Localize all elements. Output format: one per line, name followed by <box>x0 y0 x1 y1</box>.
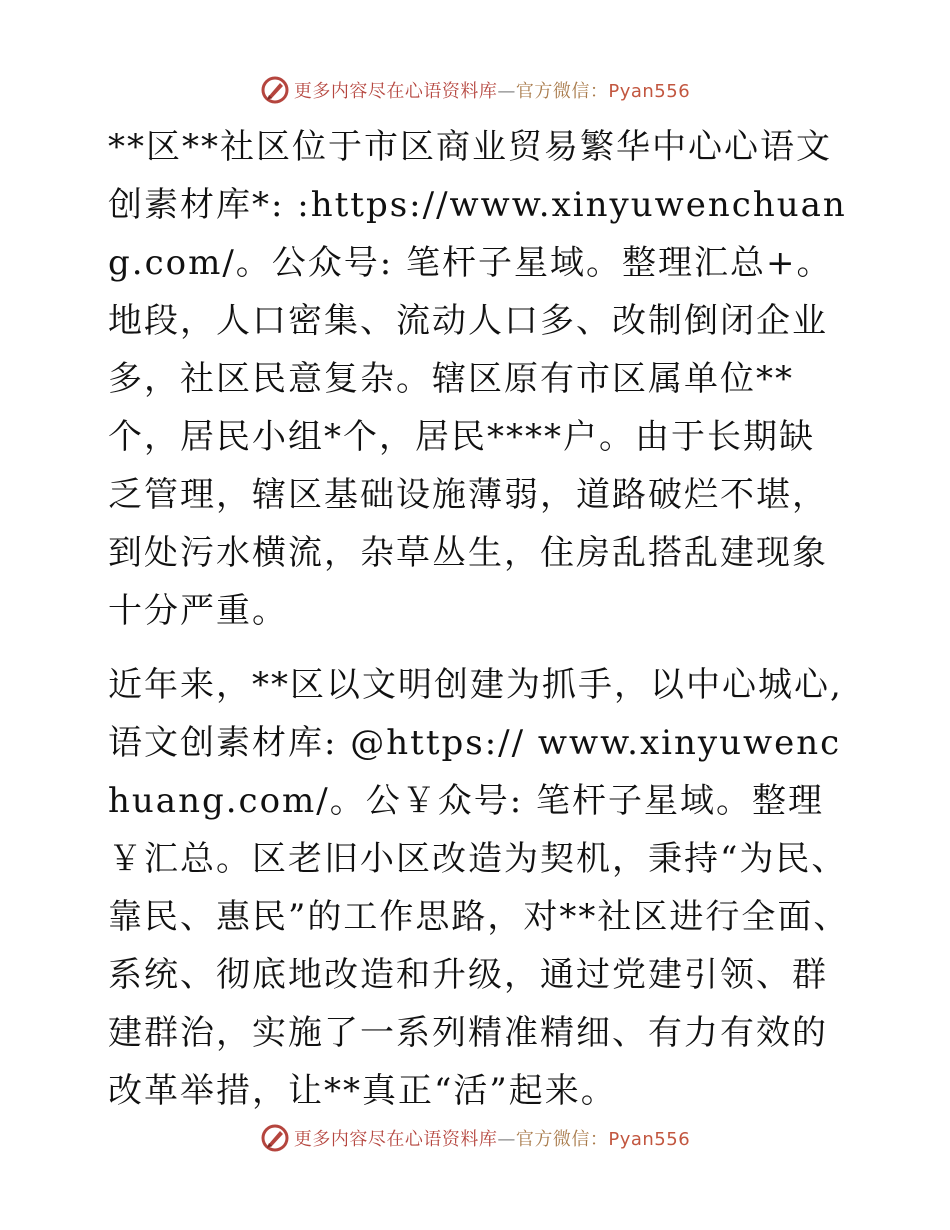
header-banner-separator: — <box>497 81 516 102</box>
paragraph-2: 近年来，**区以文明创建为抓手，以中心城心,语文创素材库: @https:// www.xinyuwenchuang.com/。公￥众号: 笔杆子星域。整理￥汇总。区老旧小区改造为契机，秉持“为民、靠民、惠民”的工作思路，对**社区进行全面、系统、彻底地改造和升级，通过党建引领、群建群治，实施了一系列精准精细、有力有效的改革举措，让**真正“活”起来。 <box>108 665 850 1111</box>
header-banner-wechat-label: 官方微信： <box>515 81 609 102</box>
footer-banner-wechat-id: Pyan556 <box>608 1129 691 1150</box>
quill-pen-logo-icon <box>260 75 290 105</box>
footer-banner-text <box>294 1125 690 1151</box>
header-banner <box>0 70 950 110</box>
header-banner-wechat-id: Pyan556 <box>608 81 691 102</box>
quill-pen-logo-icon <box>260 1123 290 1153</box>
header-banner-text <box>294 77 690 103</box>
footer-banner <box>0 1118 950 1158</box>
header-banner-title: 更多内容尽在心语资料库 <box>293 81 498 102</box>
footer-banner-title: 更多内容尽在心语资料库 <box>293 1129 498 1150</box>
document-body <box>98 118 850 1120</box>
paragraph-1: **区**社区位于市区商业贸易繁华中心心语文创素材库*: :https://www.xinyuwenchuang.com/。公众号: 笔杆子星域。整理汇总+。地段，人口密集、流动人口多、改制倒闭企业多，社区民意复杂。辖区原有市区属单位**个，居民小组*个，居民****户。由于长期缺乏管理，辖区基础设施薄弱，道路破烂不堪，到处污水横流，杂草丛生，住房乱搭乱建现象十分严重。 <box>108 127 847 631</box>
footer-banner-separator: — <box>497 1129 516 1150</box>
footer-banner-wechat-label: 官方微信： <box>515 1129 609 1150</box>
